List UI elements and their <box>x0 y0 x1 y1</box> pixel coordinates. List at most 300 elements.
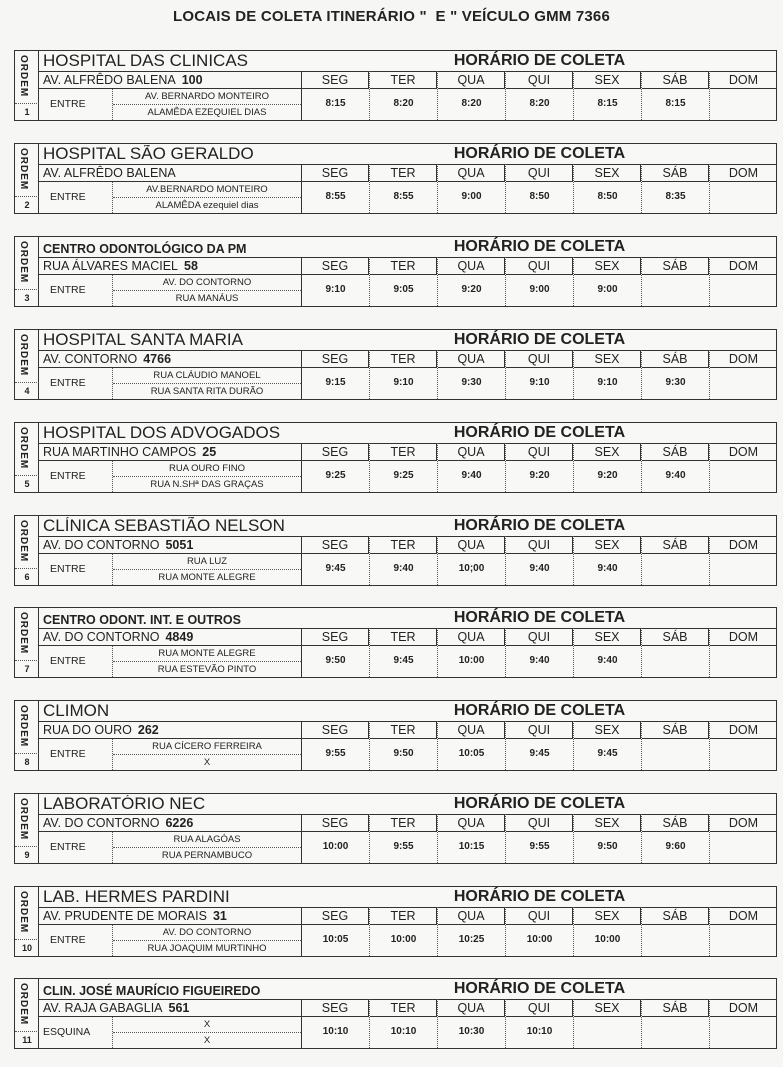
cross-street-1: RUA CLÁUDIO MANOEL <box>113 368 301 384</box>
facility-name: HOSPITAL SANTA MARIA <box>43 331 243 349</box>
schedule-title: HORÁRIO DE COLETA <box>453 424 626 441</box>
collection-time: 9:00 <box>597 284 618 295</box>
day-column-3 <box>506 350 574 399</box>
day-header: DOM <box>710 257 777 275</box>
facility-name: HOSPITAL DOS ADVOGADOS <box>43 424 281 442</box>
location-card <box>14 978 777 1049</box>
location-relation: ENTRE <box>39 275 113 306</box>
street-address: RUA ÁLVARES MACIEL <box>43 259 178 273</box>
ordem-column <box>15 701 39 770</box>
cross-streets <box>39 275 301 306</box>
title-vehicle: VEÍCULO GMM 7366 <box>461 8 610 25</box>
day-header: SÁB <box>642 814 709 832</box>
facility-name: HOSPITAL SÃO GERALDO <box>43 145 254 163</box>
day-header: TER <box>370 907 437 925</box>
day-header: SÁB <box>642 443 709 461</box>
collection-time: 8:20 <box>529 98 550 109</box>
day-column-3 <box>506 628 574 677</box>
day-column-5 <box>642 350 710 399</box>
day-column-5 <box>642 71 710 120</box>
collection-time: 8:55 <box>325 191 346 202</box>
day-column-6 <box>710 257 777 306</box>
order-number: 1 <box>15 103 39 120</box>
location-relation: ENTRE <box>39 182 113 213</box>
day-header: TER <box>370 257 437 275</box>
day-column-6 <box>710 721 777 770</box>
street-number: 4849 <box>165 630 194 644</box>
cross-streets <box>39 89 301 120</box>
ordem-label: ORDEM <box>18 798 29 841</box>
facility-name: CENTRO ODONTOLÓGICO DA PM <box>43 242 247 256</box>
day-column-5 <box>642 628 710 677</box>
schedule-grid <box>301 443 777 492</box>
ordem-column <box>15 144 39 213</box>
day-column-6 <box>710 164 777 213</box>
day-header: QUA <box>438 814 505 832</box>
day-header: SEG <box>302 628 369 646</box>
street-number: 6226 <box>165 816 194 830</box>
street-number: 4766 <box>143 352 172 366</box>
day-header: SÁB <box>642 164 709 182</box>
day-header: DOM <box>710 721 777 739</box>
facility-name: CLIN. JOSÉ MAURÍCIO FIGUEIREDO <box>43 984 261 998</box>
day-header: SÁB <box>642 350 709 368</box>
cross-street-1: RUA OURO FINO <box>113 461 301 477</box>
ordem-label: ORDEM <box>18 241 29 284</box>
day-header: QUA <box>438 999 505 1017</box>
day-header: SEX <box>574 257 641 275</box>
day-column-2 <box>438 628 506 677</box>
collection-time: 9:45 <box>597 748 618 759</box>
ordem-column <box>15 794 39 863</box>
day-header: SEX <box>574 907 641 925</box>
day-header: TER <box>370 628 437 646</box>
day-column-1 <box>370 907 438 956</box>
collection-time: 9:40 <box>597 655 618 666</box>
ordem-label: ORDEM <box>18 983 29 1026</box>
schedule-grid <box>301 999 777 1048</box>
address <box>39 536 301 554</box>
collection-time: 9:40 <box>393 563 414 574</box>
day-column-2 <box>438 999 506 1048</box>
day-header: QUA <box>438 443 505 461</box>
day-column-1 <box>370 814 438 863</box>
day-column-3 <box>506 164 574 213</box>
collection-time: 10:10 <box>390 1026 417 1037</box>
ordem-column <box>15 423 39 492</box>
day-header: DOM <box>710 628 777 646</box>
collection-time: 9:50 <box>393 748 414 759</box>
collection-time: 10:05 <box>322 934 349 945</box>
day-header: QUA <box>438 71 505 89</box>
day-header: SEX <box>574 628 641 646</box>
day-column-5 <box>642 443 710 492</box>
day-header: SEX <box>574 814 641 832</box>
location-relation: ENTRE <box>39 368 113 399</box>
day-column-3 <box>506 907 574 956</box>
day-column-4 <box>574 536 642 585</box>
day-column-4 <box>574 814 642 863</box>
facility-name: LAB. HERMES PARDINI <box>43 888 230 906</box>
ordem-label: ORDEM <box>18 705 29 748</box>
day-header: DOM <box>710 907 777 925</box>
location-card <box>14 143 777 214</box>
day-header: SEG <box>302 257 369 275</box>
day-header: QUI <box>506 721 573 739</box>
day-column-5 <box>642 907 710 956</box>
day-header: SEG <box>302 536 369 554</box>
day-header: SEG <box>302 721 369 739</box>
collection-time: 9:25 <box>325 470 346 481</box>
collection-time: 9:40 <box>461 470 482 481</box>
day-column-1 <box>370 71 438 120</box>
ordem-label: ORDEM <box>18 891 29 934</box>
cross-street-2: ALAMÊDA ezequiel dias <box>155 200 259 211</box>
day-column-3 <box>506 814 574 863</box>
order-number: 8 <box>15 753 39 770</box>
day-column-4 <box>574 443 642 492</box>
street-number: 262 <box>137 723 159 737</box>
cross-street-1: AV. DO CONTORNO <box>113 925 301 941</box>
location-card <box>14 793 777 864</box>
facility-name: CENTRO ODONT. INT. E OUTROS <box>43 613 241 627</box>
cross-street-2: RUA N.SHª DAS GRAÇAS <box>150 479 264 490</box>
cross-street-2: RUA SANTA RITA DURÃO <box>150 386 264 397</box>
day-header: SEG <box>302 350 369 368</box>
schedule-grid <box>301 350 777 399</box>
collection-time: 9:00 <box>529 284 550 295</box>
schedule-grid <box>301 628 777 677</box>
day-header: SÁB <box>642 999 709 1017</box>
ordem-column <box>15 516 39 585</box>
day-column-6 <box>710 350 777 399</box>
day-column-0 <box>302 71 370 120</box>
cross-street-2: RUA JOAQUIM MURTINHO <box>147 943 267 954</box>
ordem-column <box>15 51 39 120</box>
page-title <box>0 8 783 25</box>
collection-time: 9:20 <box>461 284 482 295</box>
collection-time: 10;00 <box>458 563 485 574</box>
day-header: QUI <box>506 71 573 89</box>
collection-time: 9:60 <box>665 841 686 852</box>
day-header: SEX <box>574 71 641 89</box>
schedule-grid <box>301 907 777 956</box>
schedule-grid <box>301 814 777 863</box>
day-header: TER <box>370 350 437 368</box>
street-address: RUA MARTINHO CAMPOS <box>43 445 197 459</box>
day-header: TER <box>370 71 437 89</box>
day-column-3 <box>506 71 574 120</box>
collection-time: 9:20 <box>529 470 550 481</box>
day-header: SÁB <box>642 536 709 554</box>
cross-street-2: ALAMÊDA EZEQUIEL DIAS <box>147 107 267 118</box>
ordem-column <box>15 237 39 306</box>
street-address: AV. ALFRÊDO BALENA <box>43 73 176 87</box>
day-column-3 <box>506 257 574 306</box>
day-column-3 <box>506 443 574 492</box>
day-header: QUA <box>438 350 505 368</box>
order-number: 2 <box>15 196 39 213</box>
collection-time: 8:15 <box>665 98 686 109</box>
street-address: AV. DO CONTORNO <box>43 816 160 830</box>
address <box>39 907 301 925</box>
day-column-0 <box>302 814 370 863</box>
collection-time: 9:45 <box>325 563 346 574</box>
day-header: QUI <box>506 443 573 461</box>
collection-time: 9:05 <box>393 284 414 295</box>
day-header: SÁB <box>642 907 709 925</box>
ordem-label: ORDEM <box>18 520 29 563</box>
day-column-2 <box>438 721 506 770</box>
day-column-5 <box>642 164 710 213</box>
schedule-grid <box>301 71 777 120</box>
collection-time: 9:10 <box>393 377 414 388</box>
schedule-title: HORÁRIO DE COLETA <box>453 888 626 905</box>
day-column-5 <box>642 257 710 306</box>
location-relation: ENTRE <box>39 925 113 956</box>
day-column-2 <box>438 257 506 306</box>
collection-time: 9:10 <box>325 284 346 295</box>
collection-time: 9:40 <box>529 655 550 666</box>
schedule-grid <box>301 257 777 306</box>
title-prefix: LOCAIS DE COLETA ITINERÁRIO <box>173 8 416 25</box>
day-column-5 <box>642 814 710 863</box>
cross-streets <box>39 182 301 213</box>
street-address: AV. RAJA GABAGLIA <box>43 1001 163 1015</box>
day-header: QUI <box>506 907 573 925</box>
day-header: QUA <box>438 164 505 182</box>
day-header: SEX <box>574 721 641 739</box>
schedule-grid <box>301 536 777 585</box>
day-header: DOM <box>710 164 777 182</box>
collection-time: 10:05 <box>458 748 485 759</box>
facility-name: LABORATÓRIO NEC <box>43 795 206 813</box>
cross-street-1: RUA CÍCERO FERREIRA <box>113 739 301 755</box>
collection-time: 9:00 <box>461 191 482 202</box>
day-header: TER <box>370 443 437 461</box>
street-number: 25 <box>202 445 217 459</box>
day-header: SÁB <box>642 628 709 646</box>
order-number: 10 <box>15 939 39 956</box>
day-column-3 <box>506 536 574 585</box>
cross-streets <box>39 461 301 492</box>
day-column-5 <box>642 721 710 770</box>
day-header: QUI <box>506 999 573 1017</box>
day-header: SEG <box>302 814 369 832</box>
day-column-0 <box>302 628 370 677</box>
collection-time: 8:15 <box>597 98 618 109</box>
collection-time: 9:55 <box>325 748 346 759</box>
schedule-title: HORÁRIO DE COLETA <box>453 145 626 162</box>
address <box>39 443 301 461</box>
cross-street-2: RUA PERNAMBUCO <box>161 850 253 861</box>
day-header: QUA <box>438 907 505 925</box>
day-column-4 <box>574 257 642 306</box>
collection-time: 10:00 <box>390 934 417 945</box>
day-header: SÁB <box>642 257 709 275</box>
location-card <box>14 236 777 307</box>
location-relation: ENTRE <box>39 554 113 585</box>
day-header: SÁB <box>642 721 709 739</box>
cross-streets <box>39 646 301 677</box>
location-relation: ENTRE <box>39 646 113 677</box>
day-column-1 <box>370 999 438 1048</box>
schedule-title: HORÁRIO DE COLETA <box>453 795 626 812</box>
collection-time: 9:55 <box>529 841 550 852</box>
cross-street-2: RUA MONTE ALEGRE <box>158 572 256 583</box>
order-number: 4 <box>15 382 39 399</box>
location-relation: ENTRE <box>39 832 113 863</box>
day-header: QUI <box>506 628 573 646</box>
cross-street-2: RUA MANÁUS <box>175 293 239 304</box>
day-column-0 <box>302 721 370 770</box>
collection-time: 9:10 <box>597 377 618 388</box>
location-card <box>14 607 777 678</box>
day-column-6 <box>710 71 777 120</box>
cross-street-1: RUA LUZ <box>113 554 301 570</box>
street-address: AV. CONTORNO <box>43 352 138 366</box>
day-header: DOM <box>710 999 777 1017</box>
ordem-label: ORDEM <box>18 148 29 191</box>
day-column-1 <box>370 443 438 492</box>
day-column-0 <box>302 536 370 585</box>
order-number: 11 <box>15 1031 39 1048</box>
ordem-label: ORDEM <box>18 612 29 655</box>
facility-name: CLÍNICA SEBASTIÃO NELSON <box>43 517 285 535</box>
collection-time: 9:40 <box>597 563 618 574</box>
day-header: QUI <box>506 536 573 554</box>
collection-time: 10:10 <box>322 1026 349 1037</box>
schedule-title: HORÁRIO DE COLETA <box>453 517 626 534</box>
day-header: SEX <box>574 536 641 554</box>
day-column-3 <box>506 721 574 770</box>
day-column-4 <box>574 628 642 677</box>
day-column-1 <box>370 721 438 770</box>
location-relation: ENTRE <box>39 461 113 492</box>
address <box>39 721 301 739</box>
schedule-title: HORÁRIO DE COLETA <box>453 702 626 719</box>
collection-time: 8:15 <box>325 98 346 109</box>
schedule-title: HORÁRIO DE COLETA <box>453 609 626 626</box>
collection-time: 8:35 <box>665 191 686 202</box>
schedule-title: HORÁRIO DE COLETA <box>453 980 626 997</box>
day-header: SÁB <box>642 71 709 89</box>
day-column-2 <box>438 443 506 492</box>
schedule-grid <box>301 721 777 770</box>
facility-name: CLIMON <box>43 702 110 720</box>
day-header: SEG <box>302 71 369 89</box>
collection-time: 10:00 <box>458 655 485 666</box>
day-column-1 <box>370 164 438 213</box>
day-column-0 <box>302 350 370 399</box>
day-column-2 <box>438 536 506 585</box>
day-column-6 <box>710 814 777 863</box>
ordem-label: ORDEM <box>18 55 29 98</box>
day-header: SEX <box>574 164 641 182</box>
day-header: DOM <box>710 350 777 368</box>
day-header: TER <box>370 536 437 554</box>
location-relation: ENTRE <box>39 89 113 120</box>
order-number: 5 <box>15 475 39 492</box>
day-column-6 <box>710 536 777 585</box>
ordem-column <box>15 330 39 399</box>
ordem-column <box>15 979 39 1048</box>
collection-time: 9:10 <box>529 377 550 388</box>
collection-time: 9:55 <box>393 841 414 852</box>
day-column-2 <box>438 350 506 399</box>
cross-street-1: RUA MONTE ALEGRE <box>113 646 301 662</box>
day-column-1 <box>370 536 438 585</box>
collection-time: 9:50 <box>597 841 618 852</box>
day-column-3 <box>506 999 574 1048</box>
address <box>39 164 301 182</box>
facility-name: HOSPITAL DAS CLINICAS <box>43 52 248 70</box>
schedule-grid <box>301 164 777 213</box>
day-column-5 <box>642 536 710 585</box>
collection-time: 10:00 <box>594 934 621 945</box>
cross-streets <box>39 554 301 585</box>
order-number: 7 <box>15 660 39 677</box>
address <box>39 350 301 368</box>
collection-time: 9:30 <box>461 377 482 388</box>
location-card <box>14 422 777 493</box>
collection-time: 10:00 <box>526 934 553 945</box>
day-header: SEG <box>302 443 369 461</box>
order-number: 6 <box>15 568 39 585</box>
day-header: TER <box>370 814 437 832</box>
address <box>39 628 301 646</box>
cross-streets <box>39 832 301 863</box>
location-card <box>14 329 777 400</box>
schedule-title: HORÁRIO DE COLETA <box>453 238 626 255</box>
cross-streets <box>39 1017 301 1048</box>
day-header: DOM <box>710 814 777 832</box>
collection-time: 9:50 <box>325 655 346 666</box>
collection-time: 9:15 <box>325 377 346 388</box>
collection-time: 10:00 <box>322 841 349 852</box>
day-header: SEX <box>574 999 641 1017</box>
day-header: QUA <box>438 536 505 554</box>
location-card <box>14 50 777 121</box>
street-number: 561 <box>168 1001 190 1015</box>
day-header: SEG <box>302 999 369 1017</box>
location-card <box>14 700 777 771</box>
street-number: 100 <box>181 73 203 87</box>
day-column-4 <box>574 999 642 1048</box>
cross-street-1: RUA ALAGÓAS <box>113 832 301 848</box>
collection-time: 10:30 <box>458 1026 485 1037</box>
day-column-0 <box>302 443 370 492</box>
day-header: TER <box>370 721 437 739</box>
day-header: SEG <box>302 164 369 182</box>
day-column-4 <box>574 350 642 399</box>
location-relation: ESQUINA <box>39 1017 113 1048</box>
order-number: 9 <box>15 846 39 863</box>
collection-time: 8:50 <box>597 191 618 202</box>
street-number: 58 <box>184 259 198 273</box>
collection-time: 10:25 <box>458 934 485 945</box>
day-column-2 <box>438 164 506 213</box>
day-header: DOM <box>710 71 777 89</box>
collection-time: 9:25 <box>393 470 414 481</box>
collection-time: 9:30 <box>665 377 686 388</box>
day-header: SEG <box>302 907 369 925</box>
title-route: " E " <box>419 8 458 25</box>
day-column-5 <box>642 999 710 1048</box>
collection-time: 9:40 <box>529 563 550 574</box>
day-column-4 <box>574 164 642 213</box>
street-address: AV. DO CONTORNO <box>43 630 160 644</box>
